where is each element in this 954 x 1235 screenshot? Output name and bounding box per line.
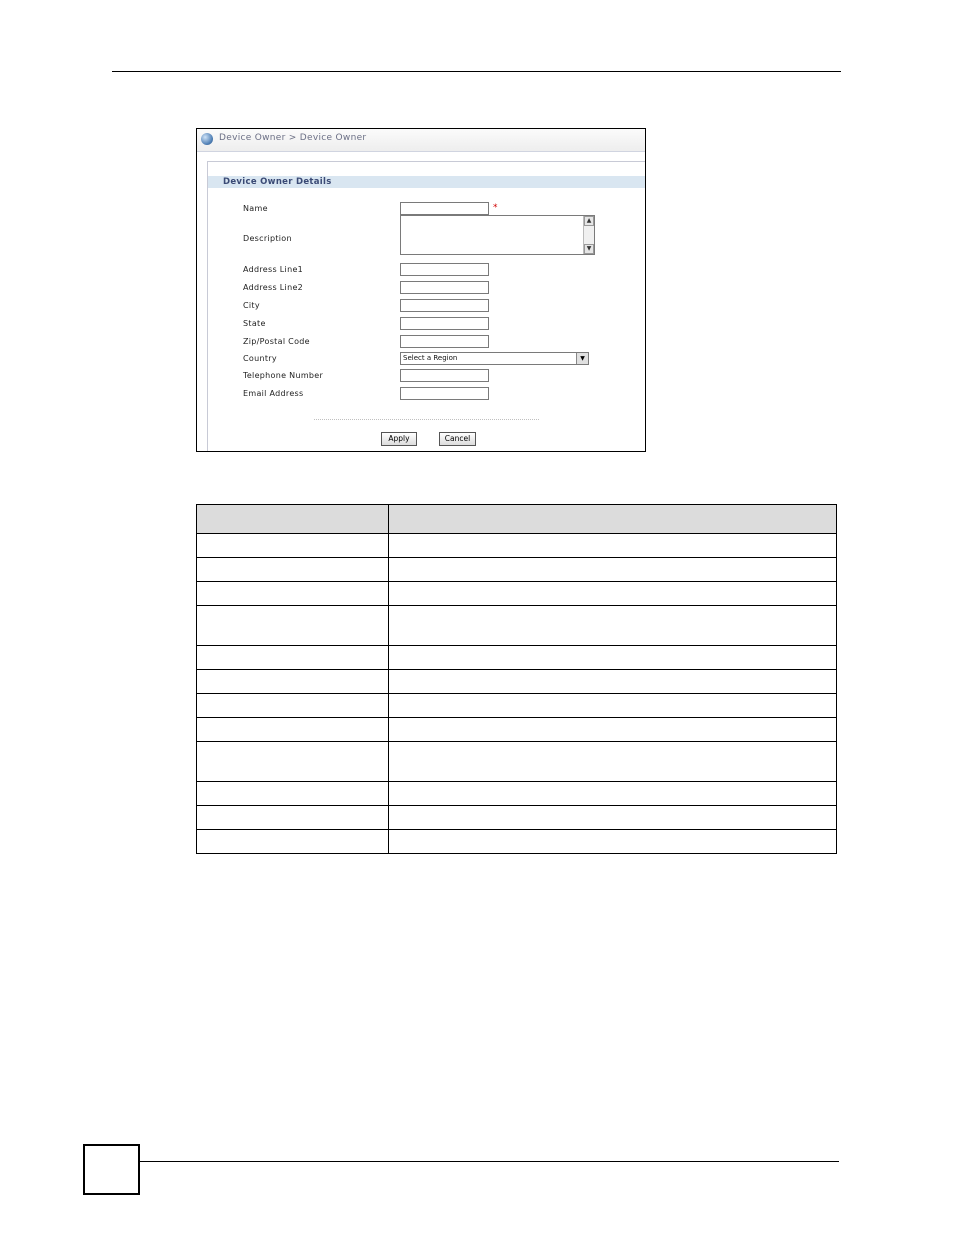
zip-label: Zip/Postal Code xyxy=(243,337,310,346)
table-cell xyxy=(197,694,389,718)
description-scrollbar[interactable] xyxy=(583,216,594,254)
address1-label: Address Line1 xyxy=(243,265,304,274)
table-cell xyxy=(197,646,389,670)
table-cell xyxy=(197,606,389,646)
country-label: Country xyxy=(243,354,277,363)
header-rule xyxy=(112,71,841,72)
table-cell xyxy=(197,718,389,742)
table-cell xyxy=(197,742,389,782)
cancel-button[interactable]: Cancel xyxy=(439,432,476,446)
table-cell xyxy=(389,670,837,694)
table-header-cell xyxy=(197,505,389,534)
table-row xyxy=(197,534,837,558)
city-input[interactable] xyxy=(400,299,489,312)
table-cell xyxy=(389,742,837,782)
page-number-box xyxy=(83,1144,140,1195)
address2-input[interactable] xyxy=(400,281,489,294)
table-cell xyxy=(389,646,837,670)
country-select-value: Select a Region xyxy=(403,354,458,362)
table-row xyxy=(197,646,837,670)
table-cell xyxy=(389,534,837,558)
required-marker: * xyxy=(493,203,498,213)
table-cell xyxy=(197,806,389,830)
table-row xyxy=(197,806,837,830)
telephone-label: Telephone Number xyxy=(243,371,324,380)
state-input[interactable] xyxy=(400,317,489,330)
description-textarea[interactable] xyxy=(400,215,595,255)
table-cell xyxy=(389,558,837,582)
table-row xyxy=(197,558,837,582)
table-row xyxy=(197,782,837,806)
table-cell xyxy=(197,782,389,806)
table-cell xyxy=(389,606,837,646)
name-label: Name xyxy=(243,204,268,213)
form-panel xyxy=(207,161,645,451)
table-cell xyxy=(197,670,389,694)
title-bar xyxy=(197,129,645,152)
scroll-down-icon[interactable]: ▼ xyxy=(584,244,594,254)
breadcrumb: Device Owner > Device Owner xyxy=(219,133,367,143)
email-label: Email Address xyxy=(243,389,304,398)
table-row xyxy=(197,670,837,694)
device-owner-screenshot xyxy=(196,128,646,452)
zip-input[interactable] xyxy=(400,335,489,348)
table-header-row xyxy=(197,505,837,534)
table-cell xyxy=(389,782,837,806)
address1-input[interactable] xyxy=(400,263,489,276)
table-row xyxy=(197,694,837,718)
table-row xyxy=(197,582,837,606)
table-row xyxy=(197,718,837,742)
table-cell xyxy=(389,582,837,606)
globe-icon xyxy=(201,133,213,145)
table-row xyxy=(197,606,837,646)
state-label: State xyxy=(243,319,266,328)
name-input[interactable] xyxy=(400,202,489,215)
apply-button[interactable]: Apply xyxy=(381,432,417,446)
table-cell xyxy=(197,582,389,606)
city-label: City xyxy=(243,301,260,310)
table-row xyxy=(197,742,837,782)
country-select[interactable] xyxy=(400,352,589,365)
table-header-cell xyxy=(389,505,837,534)
field-description-table xyxy=(196,504,837,854)
scroll-up-icon[interactable]: ▲ xyxy=(584,216,594,226)
table-cell xyxy=(197,558,389,582)
divider xyxy=(314,419,539,420)
table-row xyxy=(197,830,837,854)
email-input[interactable] xyxy=(400,387,489,400)
table-cell xyxy=(389,830,837,854)
table-cell xyxy=(389,694,837,718)
table-cell xyxy=(389,806,837,830)
description-label: Description xyxy=(243,234,292,243)
chevron-down-icon[interactable]: ▼ xyxy=(576,353,588,364)
footer-rule xyxy=(140,1161,839,1162)
table-cell xyxy=(197,830,389,854)
table-cell xyxy=(197,534,389,558)
table-cell xyxy=(389,718,837,742)
telephone-input[interactable] xyxy=(400,369,489,382)
section-title: Device Owner Details xyxy=(223,177,332,187)
address2-label: Address Line2 xyxy=(243,283,304,292)
